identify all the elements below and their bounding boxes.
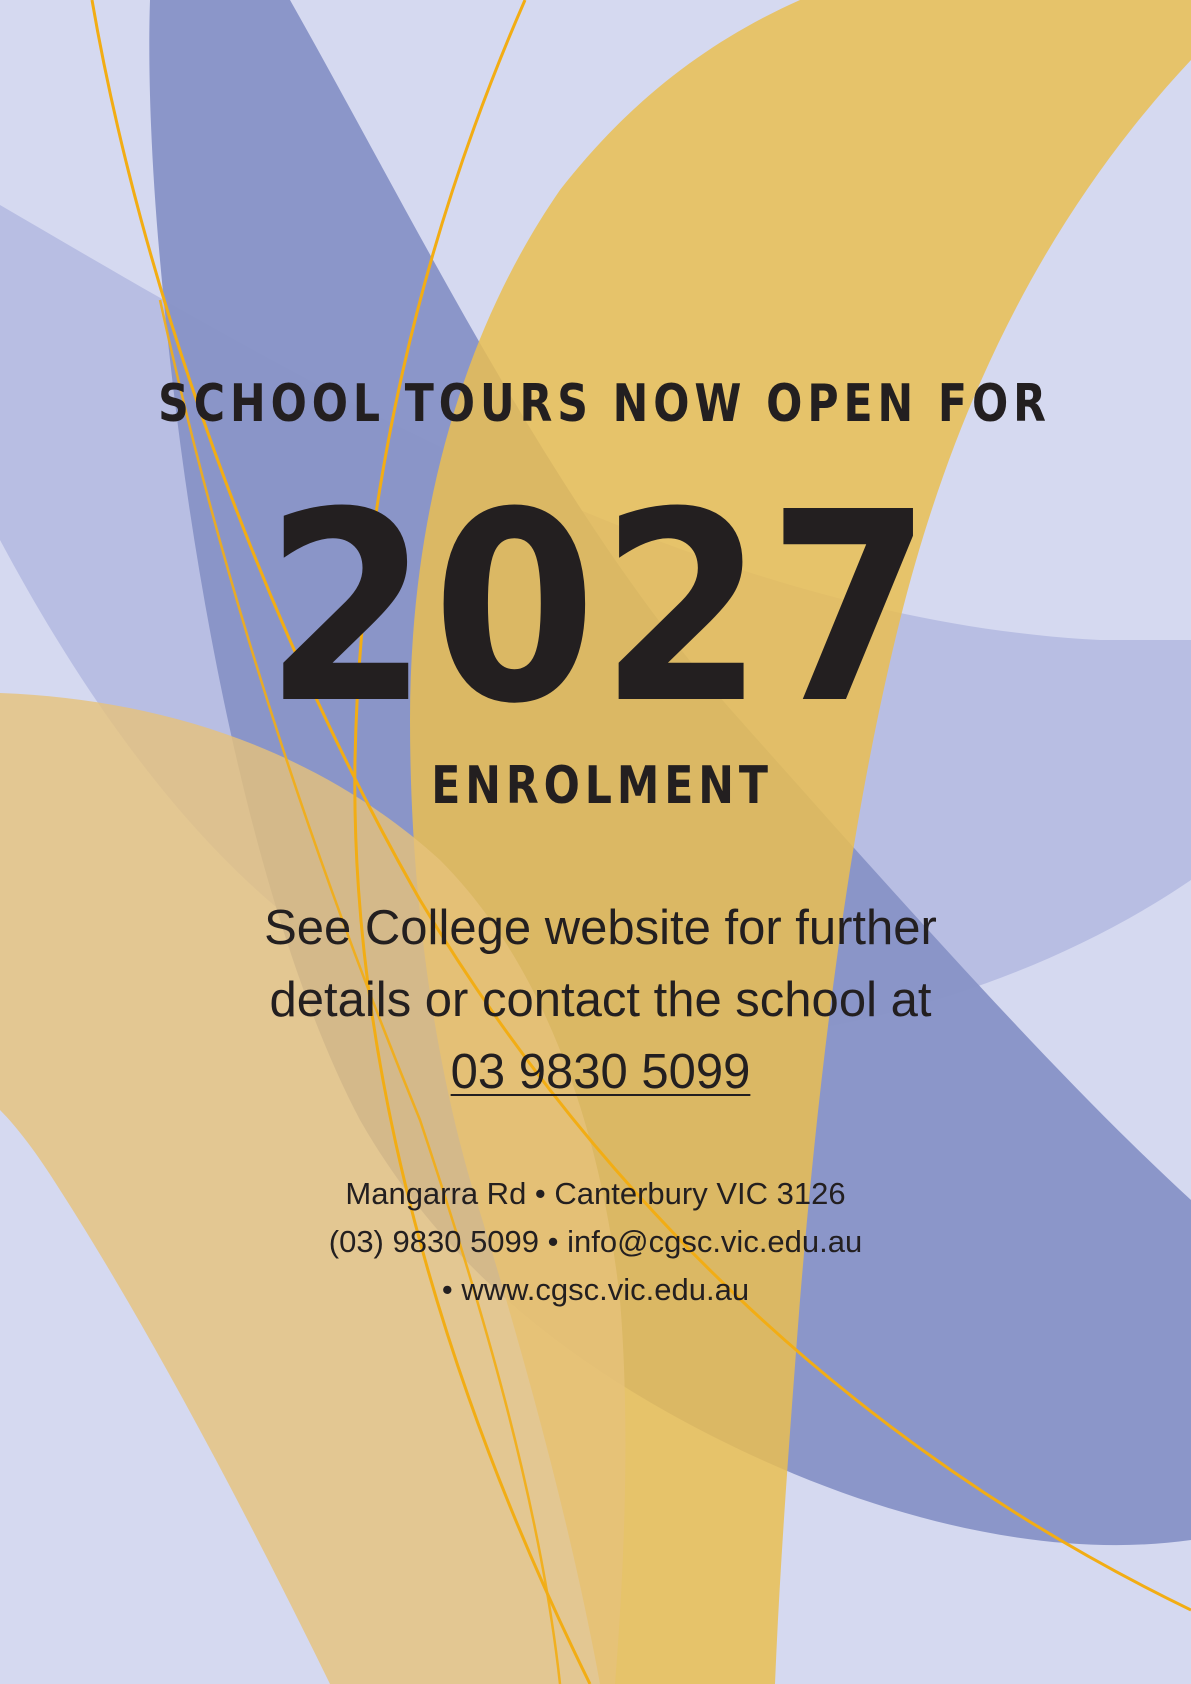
address-footer [0,1170,1191,1314]
website-line [0,1266,1191,1314]
enrolment-heading: ENROLMENT [431,756,773,816]
contact-line-2: details or contact the school at [269,973,932,1027]
phone-email-line [0,1218,1191,1266]
separator: • [539,1224,568,1259]
footer-phone: (03) 9830 5099 [328,1224,540,1259]
website-link[interactable]: www.cgsc.vic.edu.au [461,1272,750,1307]
contact-paragraph [0,892,1191,1108]
contact-line-1: See College website for further [264,901,937,955]
contact-phone-line [10,1036,1191,1108]
bullet: • [441,1272,462,1307]
tours-heading: SCHOOL TOURS NOW OPEN FOR [158,374,1051,434]
phone-link[interactable]: 03 9830 5099 [450,1045,751,1099]
street-address: Mangarra Rd • Canterbury VIC 3126 [345,1176,846,1211]
enrolment-year: 2027 [264,456,936,761]
email-link[interactable]: info@cgsc.vic.edu.au [567,1224,863,1259]
